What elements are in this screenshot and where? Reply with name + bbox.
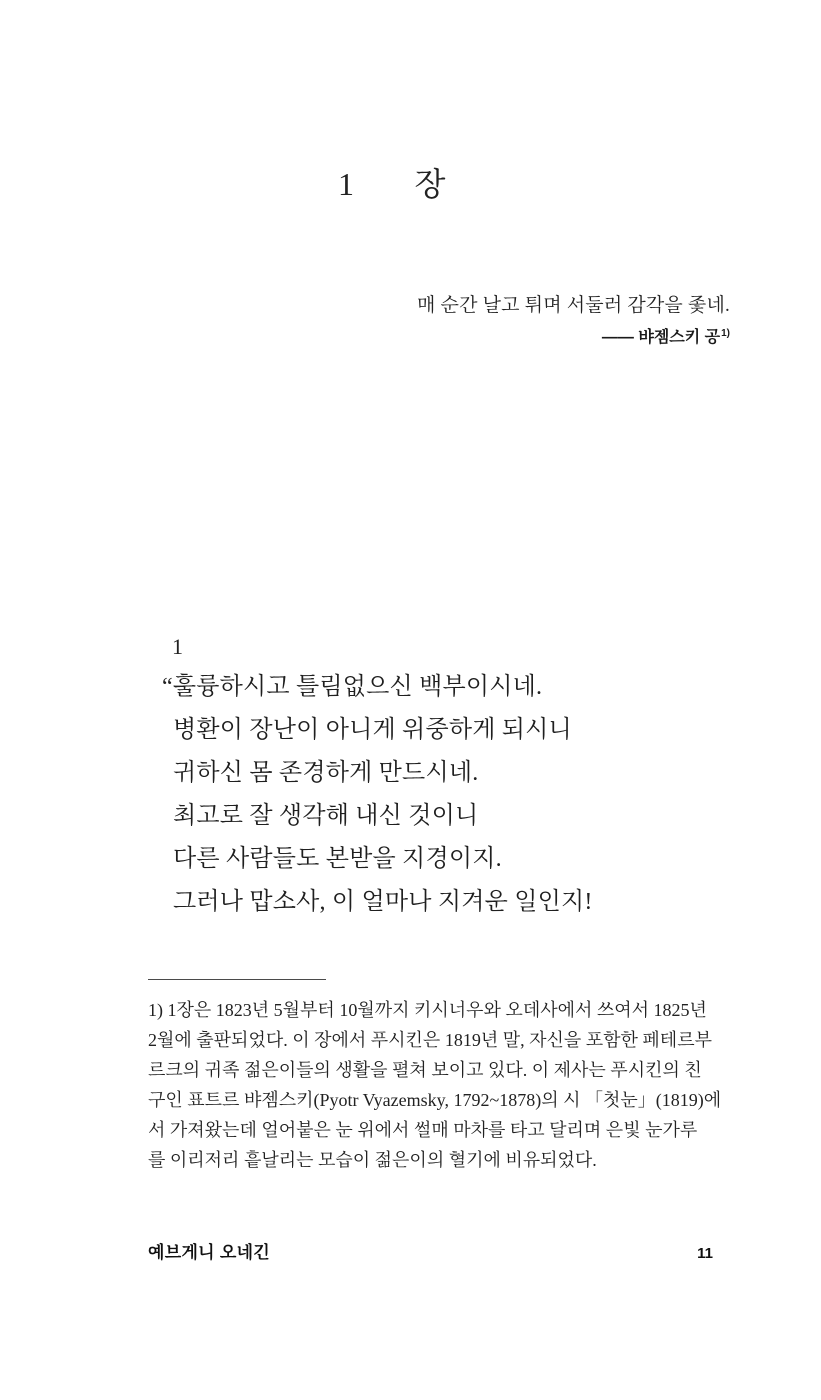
page-number: 11: [697, 1245, 713, 1262]
footnote-line: 2월에 출판되었다. 이 장에서 푸시킨은 1819년 말, 자신을 포함한 페테르부: [148, 1030, 712, 1050]
epigraph: [148, 292, 730, 348]
footnote-ref-superscript: 1): [721, 327, 730, 339]
epigraph-text: 매 순간 날고 튀며 서둘러 감각을 좇네.: [417, 295, 730, 316]
epigraph-attribution-text: —— 뱌젬스키 공: [601, 329, 721, 346]
footnote-line: 1) 1장은 1823년 5월부터 10월까지 키시너우와 오데사에서 쓰여서 1825년: [148, 1000, 707, 1020]
footnote-line: 구인 표트르 뱌젬스키(Pyotr Vyazemsky, 1792~1878)의 시 「첫눈」(1819)에: [148, 1090, 722, 1110]
footnote-separator-rule: [148, 979, 326, 980]
poem-line: “훌륭하시고 틀림없으신 백부이시네.: [162, 674, 543, 700]
footnote-line: 서 가져왔는데 얼어붙은 눈 위에서 썰매 마차를 타고 달리며 은빛 눈가루: [148, 1120, 698, 1140]
running-book-title: 예브게니 오네긴: [148, 1243, 271, 1262]
chapter-title: [101, 164, 683, 204]
epigraph-attribution: [148, 327, 730, 348]
footnote-line: 를 이리저리 흩날리는 모습이 젊은이의 혈기에 비유되었다.: [148, 1150, 597, 1170]
stanza-number: 1: [172, 634, 183, 659]
poem-line: 다른 사람들도 본받을 지경이지.: [173, 846, 502, 872]
poem-line: 병환이 장난이 아니게 위중하게 되시니: [173, 717, 572, 743]
poem-line: 귀하신 몸 존경하게 만드시네.: [173, 760, 479, 786]
footnote: [148, 995, 732, 1175]
page-footer: [148, 1238, 730, 1263]
poem-stanza: [162, 666, 733, 924]
poem-line: 그러나 맙소사, 이 얼마나 지겨운 일인지!: [173, 889, 593, 915]
footnote-line: 르크의 귀족 젊은이들의 생활을 펼쳐 보이고 있다. 이 제사는 푸시킨의 친: [148, 1060, 702, 1080]
chapter-number: 1: [338, 166, 355, 202]
poem-line: 최고로 잘 생각해 내신 것이니: [173, 803, 479, 829]
chapter-label: 장: [414, 166, 446, 202]
